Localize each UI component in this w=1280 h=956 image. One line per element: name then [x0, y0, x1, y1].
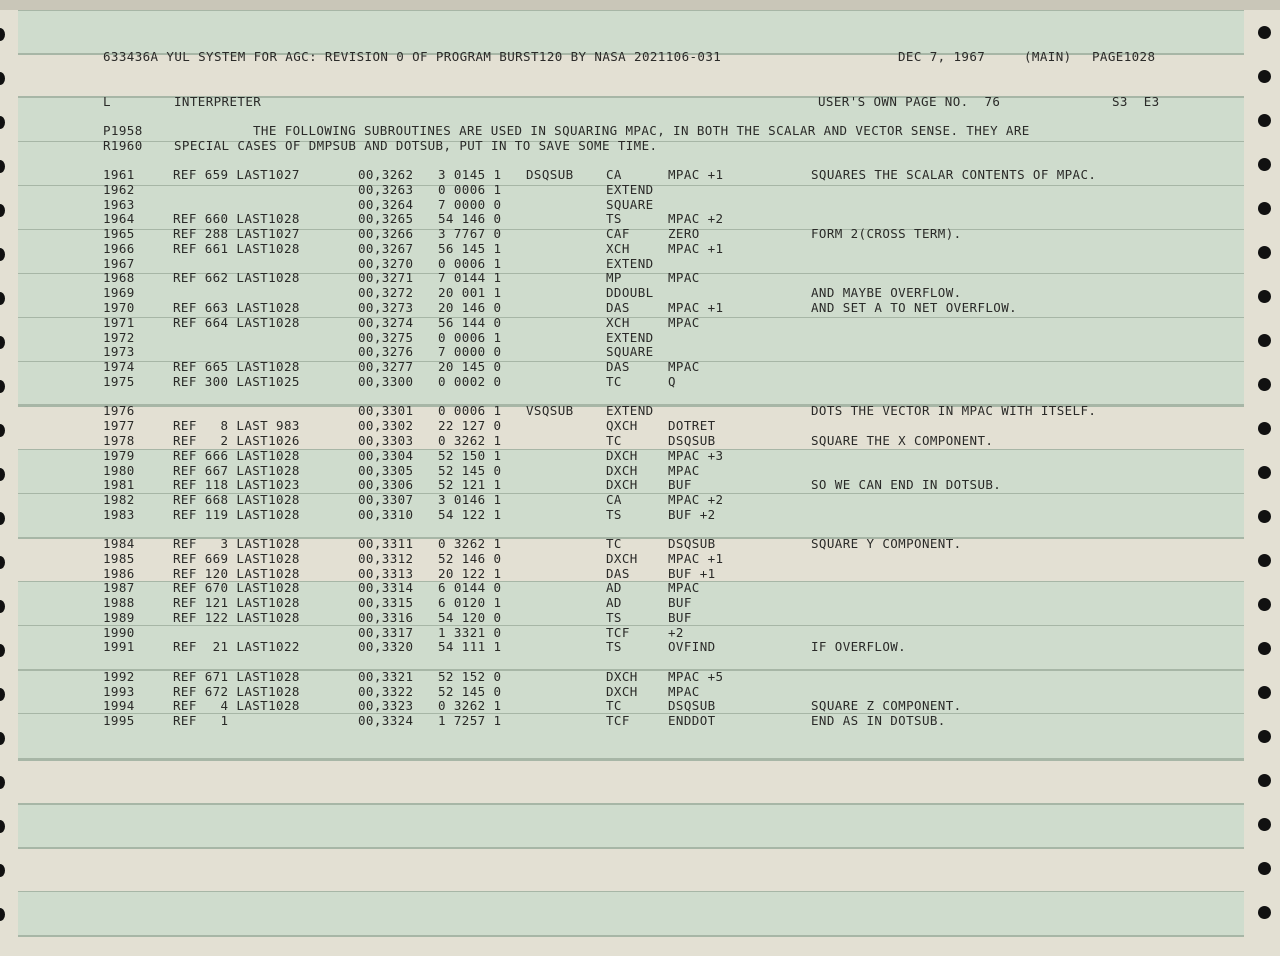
opcode: EXTEND	[606, 256, 654, 271]
line-number: 1992	[103, 669, 135, 684]
cross-reference: REF 288 LAST1027	[173, 226, 300, 241]
octal-word: 54 146 0	[438, 211, 502, 226]
comment: AND MAYBE OVERFLOW.	[811, 285, 962, 300]
comment: SO WE CAN END IN DOTSUB.	[811, 477, 1002, 492]
address: 00,3305	[358, 463, 414, 478]
octal-word: 1 3321 0	[438, 625, 502, 640]
cross-reference: REF 664 LAST1028	[173, 315, 300, 330]
tractor-hole	[1258, 26, 1271, 39]
line-number: 1995	[103, 713, 135, 728]
address: 00,3316	[358, 610, 414, 625]
operand: MPAC +2	[668, 492, 724, 507]
tractor-hole	[1258, 686, 1271, 699]
opcode: TC	[606, 433, 622, 448]
tractor-hole	[1258, 818, 1271, 831]
operand: Q	[668, 374, 676, 389]
tractor-hole	[0, 292, 5, 305]
cross-reference: REF 665 LAST1028	[173, 359, 300, 374]
cross-reference: REF 670 LAST1028	[173, 580, 300, 595]
comment: END AS IN DOTSUB.	[811, 713, 946, 728]
opcode: DAS	[606, 566, 630, 581]
opcode: DXCH	[606, 684, 638, 699]
line-number: 1976	[103, 403, 135, 418]
tractor-hole	[0, 336, 5, 349]
tractor-hole	[1258, 466, 1271, 479]
tractor-hole	[1258, 70, 1271, 83]
cross-reference: REF 672 LAST1028	[173, 684, 300, 699]
line-number: 1987	[103, 580, 135, 595]
octal-word: 20 145 0	[438, 359, 502, 374]
opcode: XCH	[606, 241, 630, 256]
line-number: 1978	[103, 433, 135, 448]
operand: DOTRET	[668, 418, 716, 433]
tractor-hole	[0, 380, 5, 393]
operand: MPAC +1	[668, 241, 724, 256]
address: 00,3264	[358, 197, 414, 212]
octal-word: 7 0000 0	[438, 197, 502, 212]
opcode: DXCH	[606, 551, 638, 566]
operand: MPAC	[668, 315, 700, 330]
comment: AND SET A TO NET OVERFLOW.	[811, 300, 1018, 315]
octal-word: 20 122 1	[438, 566, 502, 581]
line-number: 1989	[103, 610, 135, 625]
line-number: 1994	[103, 698, 135, 713]
opcode: CAF	[606, 226, 630, 241]
page-rule	[18, 847, 1244, 849]
header-date: DEC 7, 1967	[898, 49, 986, 64]
right-tractor-holes	[1244, 0, 1280, 956]
operand: MPAC	[668, 580, 700, 595]
tractor-hole	[0, 204, 5, 217]
operand: MPAC	[668, 270, 700, 285]
opcode: EXTEND	[606, 182, 654, 197]
comment: FORM 2(CROSS TERM).	[811, 226, 962, 241]
address: 00,3322	[358, 684, 414, 699]
opcode: AD	[606, 595, 622, 610]
address: 00,3263	[358, 182, 414, 197]
tractor-hole	[0, 908, 5, 921]
line-number: 1988	[103, 595, 135, 610]
octal-word: 52 146 0	[438, 551, 502, 566]
tractor-hole	[0, 28, 5, 41]
octal-word: 52 121 1	[438, 477, 502, 492]
cross-reference: REF 4 LAST1028	[173, 698, 300, 713]
greenbar-band	[18, 803, 1244, 849]
tractor-hole	[1258, 554, 1271, 567]
octal-word: 0 0006 1	[438, 403, 502, 418]
address: 00,3310	[358, 507, 414, 522]
cross-reference: REF 8 LAST 983	[173, 418, 300, 433]
label: VSQSUB	[526, 403, 574, 418]
line-number: 1966	[103, 241, 135, 256]
opcode: DXCH	[606, 448, 638, 463]
line-number: 1981	[103, 477, 135, 492]
opcode: TCF	[606, 713, 630, 728]
opcode: DXCH	[606, 669, 638, 684]
address: 00,3307	[358, 492, 414, 507]
operand: BUF	[668, 595, 692, 610]
subheader-title: INTERPRETER	[174, 94, 262, 109]
address: 00,3317	[358, 625, 414, 640]
page-rule	[18, 803, 1244, 805]
operand: DSQSUB	[668, 698, 716, 713]
comment-line-id: P1958	[103, 123, 143, 138]
tractor-hole	[1258, 422, 1271, 435]
tractor-hole	[1258, 114, 1271, 127]
tractor-hole	[0, 468, 5, 481]
line-number: 1986	[103, 566, 135, 581]
line-number: 1964	[103, 211, 135, 226]
address: 00,3320	[358, 639, 414, 654]
opcode: XCH	[606, 315, 630, 330]
octal-word: 56 145 1	[438, 241, 502, 256]
opcode: TS	[606, 610, 622, 625]
opcode: EXTEND	[606, 330, 654, 345]
address: 00,3266	[358, 226, 414, 241]
octal-word: 1 7257 1	[438, 713, 502, 728]
octal-word: 0 0006 1	[438, 330, 502, 345]
address: 00,3267	[358, 241, 414, 256]
subheader-marks: S3 E3	[1112, 94, 1160, 109]
paper-top-edge	[0, 0, 1280, 10]
comment-line-id: R1960	[103, 138, 143, 153]
operand: OVFIND	[668, 639, 716, 654]
cross-reference: REF 666 LAST1028	[173, 448, 300, 463]
tractor-hole	[1258, 334, 1271, 347]
tractor-hole	[0, 512, 5, 525]
comment: SQUARE THE X COMPONENT.	[811, 433, 994, 448]
tractor-hole	[0, 72, 5, 85]
octal-word: 3 7767 0	[438, 226, 502, 241]
cross-reference: REF 663 LAST1028	[173, 300, 300, 315]
tractor-hole	[0, 600, 5, 613]
tractor-hole	[1258, 642, 1271, 655]
address: 00,3301	[358, 403, 414, 418]
octal-word: 22 127 0	[438, 418, 502, 433]
opcode: TCF	[606, 625, 630, 640]
operand: MPAC +2	[668, 211, 724, 226]
address: 00,3303	[358, 433, 414, 448]
opcode: MP	[606, 270, 622, 285]
opcode: SQUARE	[606, 197, 654, 212]
operand: ZERO	[668, 226, 700, 241]
address: 00,3321	[358, 669, 414, 684]
line-number: 1963	[103, 197, 135, 212]
octal-word: 6 0120 1	[438, 595, 502, 610]
comment: DOTS THE VECTOR IN MPAC WITH ITSELF.	[811, 403, 1097, 418]
line-number: 1967	[103, 256, 135, 271]
tractor-hole	[0, 864, 5, 877]
page-rule	[18, 759, 1244, 761]
line-number: 1975	[103, 374, 135, 389]
operand: ENDDOT	[668, 713, 716, 728]
tractor-hole	[0, 424, 5, 437]
operand: BUF +1	[668, 566, 716, 581]
octal-word: 0 3262 1	[438, 433, 502, 448]
operand: MPAC	[668, 359, 700, 374]
tractor-hole	[1258, 510, 1271, 523]
comment: IF OVERFLOW.	[811, 639, 907, 654]
opcode: CA	[606, 167, 622, 182]
address: 00,3314	[358, 580, 414, 595]
left-tractor-holes	[0, 0, 18, 956]
operand: MPAC +1	[668, 300, 724, 315]
cross-reference: REF 300 LAST1025	[173, 374, 300, 389]
comment: SQUARES THE SCALAR CONTENTS OF MPAC.	[811, 167, 1097, 182]
tractor-hole	[1258, 598, 1271, 611]
operand: MPAC +5	[668, 669, 724, 684]
line-number: 1990	[103, 625, 135, 640]
operand: BUF	[668, 477, 692, 492]
line-number: 1961	[103, 167, 135, 182]
subheader-code: L	[103, 94, 111, 109]
comment: SQUARE Z COMPONENT.	[811, 698, 962, 713]
line-number: 1983	[103, 507, 135, 522]
operand: MPAC +1	[668, 167, 724, 182]
octal-word: 0 0006 1	[438, 256, 502, 271]
line-number: 1962	[103, 182, 135, 197]
operand: BUF	[668, 610, 692, 625]
operand: MPAC	[668, 463, 700, 478]
cross-reference: REF 660 LAST1028	[173, 211, 300, 226]
tractor-hole	[0, 248, 5, 261]
cross-reference: REF 119 LAST1028	[173, 507, 300, 522]
opcode: TC	[606, 536, 622, 551]
opcode: DDOUBL	[606, 285, 654, 300]
opcode: DXCH	[606, 463, 638, 478]
operand: DSQSUB	[668, 536, 716, 551]
line-number: 1985	[103, 551, 135, 566]
address: 00,3300	[358, 374, 414, 389]
octal-word: 3 0146 1	[438, 492, 502, 507]
opcode: EXTEND	[606, 403, 654, 418]
comment-line-text: THE FOLLOWING SUBROUTINES ARE USED IN SQUARING MPAC, IN BOTH THE SCALAR AND VECTOR SENSE. THEY ARE	[253, 123, 1030, 138]
tractor-hole	[1258, 290, 1271, 303]
opcode: TC	[606, 374, 622, 389]
opcode: DAS	[606, 300, 630, 315]
operand: BUF +2	[668, 507, 716, 522]
octal-word: 7 0144 1	[438, 270, 502, 285]
cross-reference: REF 667 LAST1028	[173, 463, 300, 478]
address: 00,3271	[358, 270, 414, 285]
octal-word: 20 146 0	[438, 300, 502, 315]
address: 00,3273	[358, 300, 414, 315]
address: 00,3304	[358, 448, 414, 463]
line-number: 1972	[103, 330, 135, 345]
cross-reference: REF 669 LAST1028	[173, 551, 300, 566]
opcode: DAS	[606, 359, 630, 374]
operand: MPAC	[668, 684, 700, 699]
header-page: PAGE1028	[1092, 49, 1156, 64]
octal-word: 52 145 0	[438, 463, 502, 478]
octal-word: 52 150 1	[438, 448, 502, 463]
address: 00,3315	[358, 595, 414, 610]
octal-word: 54 122 1	[438, 507, 502, 522]
address: 00,3306	[358, 477, 414, 492]
address: 00,3323	[358, 698, 414, 713]
tractor-hole	[0, 160, 5, 173]
address: 00,3262	[358, 167, 414, 182]
line-number: 1977	[103, 418, 135, 433]
line-number: 1974	[103, 359, 135, 374]
address: 00,3270	[358, 256, 414, 271]
operand: MPAC +1	[668, 551, 724, 566]
operand: DSQSUB	[668, 433, 716, 448]
cross-reference: REF 671 LAST1028	[173, 669, 300, 684]
comment-line-text: SPECIAL CASES OF DMPSUB AND DOTSUB, PUT IN TO SAVE SOME TIME.	[174, 138, 658, 153]
cross-reference: REF 659 LAST1027	[173, 167, 300, 182]
line-number: 1993	[103, 684, 135, 699]
octal-word: 0 3262 1	[438, 536, 502, 551]
opcode: QXCH	[606, 418, 638, 433]
tractor-hole	[1258, 246, 1271, 259]
cross-reference: REF 1	[173, 713, 229, 728]
opcode: SQUARE	[606, 344, 654, 359]
opcode: TS	[606, 639, 622, 654]
address: 00,3265	[358, 211, 414, 226]
tractor-hole	[1258, 774, 1271, 787]
cross-reference: REF 120 LAST1028	[173, 566, 300, 581]
cross-reference: REF 662 LAST1028	[173, 270, 300, 285]
cross-reference: REF 668 LAST1028	[173, 492, 300, 507]
address: 00,3275	[358, 330, 414, 345]
line-number: 1980	[103, 463, 135, 478]
cross-reference: REF 2 LAST1026	[173, 433, 300, 448]
octal-word: 7 0000 0	[438, 344, 502, 359]
cross-reference: REF 122 LAST1028	[173, 610, 300, 625]
octal-word: 3 0145 1	[438, 167, 502, 182]
greenbar-band	[18, 891, 1244, 937]
address: 00,3302	[358, 418, 414, 433]
label: DSQSUB	[526, 167, 574, 182]
opcode: TS	[606, 507, 622, 522]
line-number: 1979	[103, 448, 135, 463]
octal-word: 54 111 1	[438, 639, 502, 654]
tractor-hole	[0, 556, 5, 569]
tractor-hole	[1258, 202, 1271, 215]
line-number: 1991	[103, 639, 135, 654]
octal-word: 0 0006 1	[438, 182, 502, 197]
tractor-hole	[0, 116, 5, 129]
address: 00,3272	[358, 285, 414, 300]
address: 00,3313	[358, 566, 414, 581]
octal-word: 6 0144 0	[438, 580, 502, 595]
tractor-hole	[1258, 730, 1271, 743]
cross-reference: REF 3 LAST1028	[173, 536, 300, 551]
address: 00,3324	[358, 713, 414, 728]
tractor-hole	[0, 688, 5, 701]
line-number: 1970	[103, 300, 135, 315]
comment: SQUARE Y COMPONENT.	[811, 536, 962, 551]
octal-word: 0 3262 1	[438, 698, 502, 713]
octal-word: 52 152 0	[438, 669, 502, 684]
line-number: 1968	[103, 270, 135, 285]
address: 00,3276	[358, 344, 414, 359]
tractor-hole	[1258, 862, 1271, 875]
cross-reference: REF 121 LAST1028	[173, 595, 300, 610]
tractor-hole	[1258, 158, 1271, 171]
octal-word: 54 120 0	[438, 610, 502, 625]
line-number: 1969	[103, 285, 135, 300]
cross-reference: REF 21 LAST1022	[173, 639, 300, 654]
cross-reference: REF 661 LAST1028	[173, 241, 300, 256]
header-title: 633436A YUL SYSTEM FOR AGC: REVISION 0 OF PROGRAM BURST120 BY NASA 2021106-031	[103, 49, 722, 64]
octal-word: 20 001 1	[438, 285, 502, 300]
address: 00,3311	[358, 536, 414, 551]
opcode: TC	[606, 698, 622, 713]
opcode: DXCH	[606, 477, 638, 492]
line-number: 1984	[103, 536, 135, 551]
operand: +2	[668, 625, 684, 640]
tractor-hole	[1258, 906, 1271, 919]
address: 00,3274	[358, 315, 414, 330]
address: 00,3277	[358, 359, 414, 374]
tractor-hole	[1258, 378, 1271, 391]
tractor-hole	[0, 820, 5, 833]
tractor-hole	[0, 732, 5, 745]
opcode: TS	[606, 211, 622, 226]
address: 00,3312	[358, 551, 414, 566]
line-number: 1973	[103, 344, 135, 359]
octal-word: 56 144 0	[438, 315, 502, 330]
octal-word: 52 145 0	[438, 684, 502, 699]
opcode: CA	[606, 492, 622, 507]
line-number: 1982	[103, 492, 135, 507]
header-section: (MAIN)	[1024, 49, 1072, 64]
line-number: 1965	[103, 226, 135, 241]
opcode: AD	[606, 580, 622, 595]
operand: MPAC +3	[668, 448, 724, 463]
octal-word: 0 0002 0	[438, 374, 502, 389]
subheader-own-page: USER'S OWN PAGE NO. 76	[818, 94, 1001, 109]
tractor-hole	[0, 644, 5, 657]
page-rule	[18, 935, 1244, 937]
line-number: 1971	[103, 315, 135, 330]
cross-reference: REF 118 LAST1023	[173, 477, 300, 492]
tractor-hole	[0, 776, 5, 789]
